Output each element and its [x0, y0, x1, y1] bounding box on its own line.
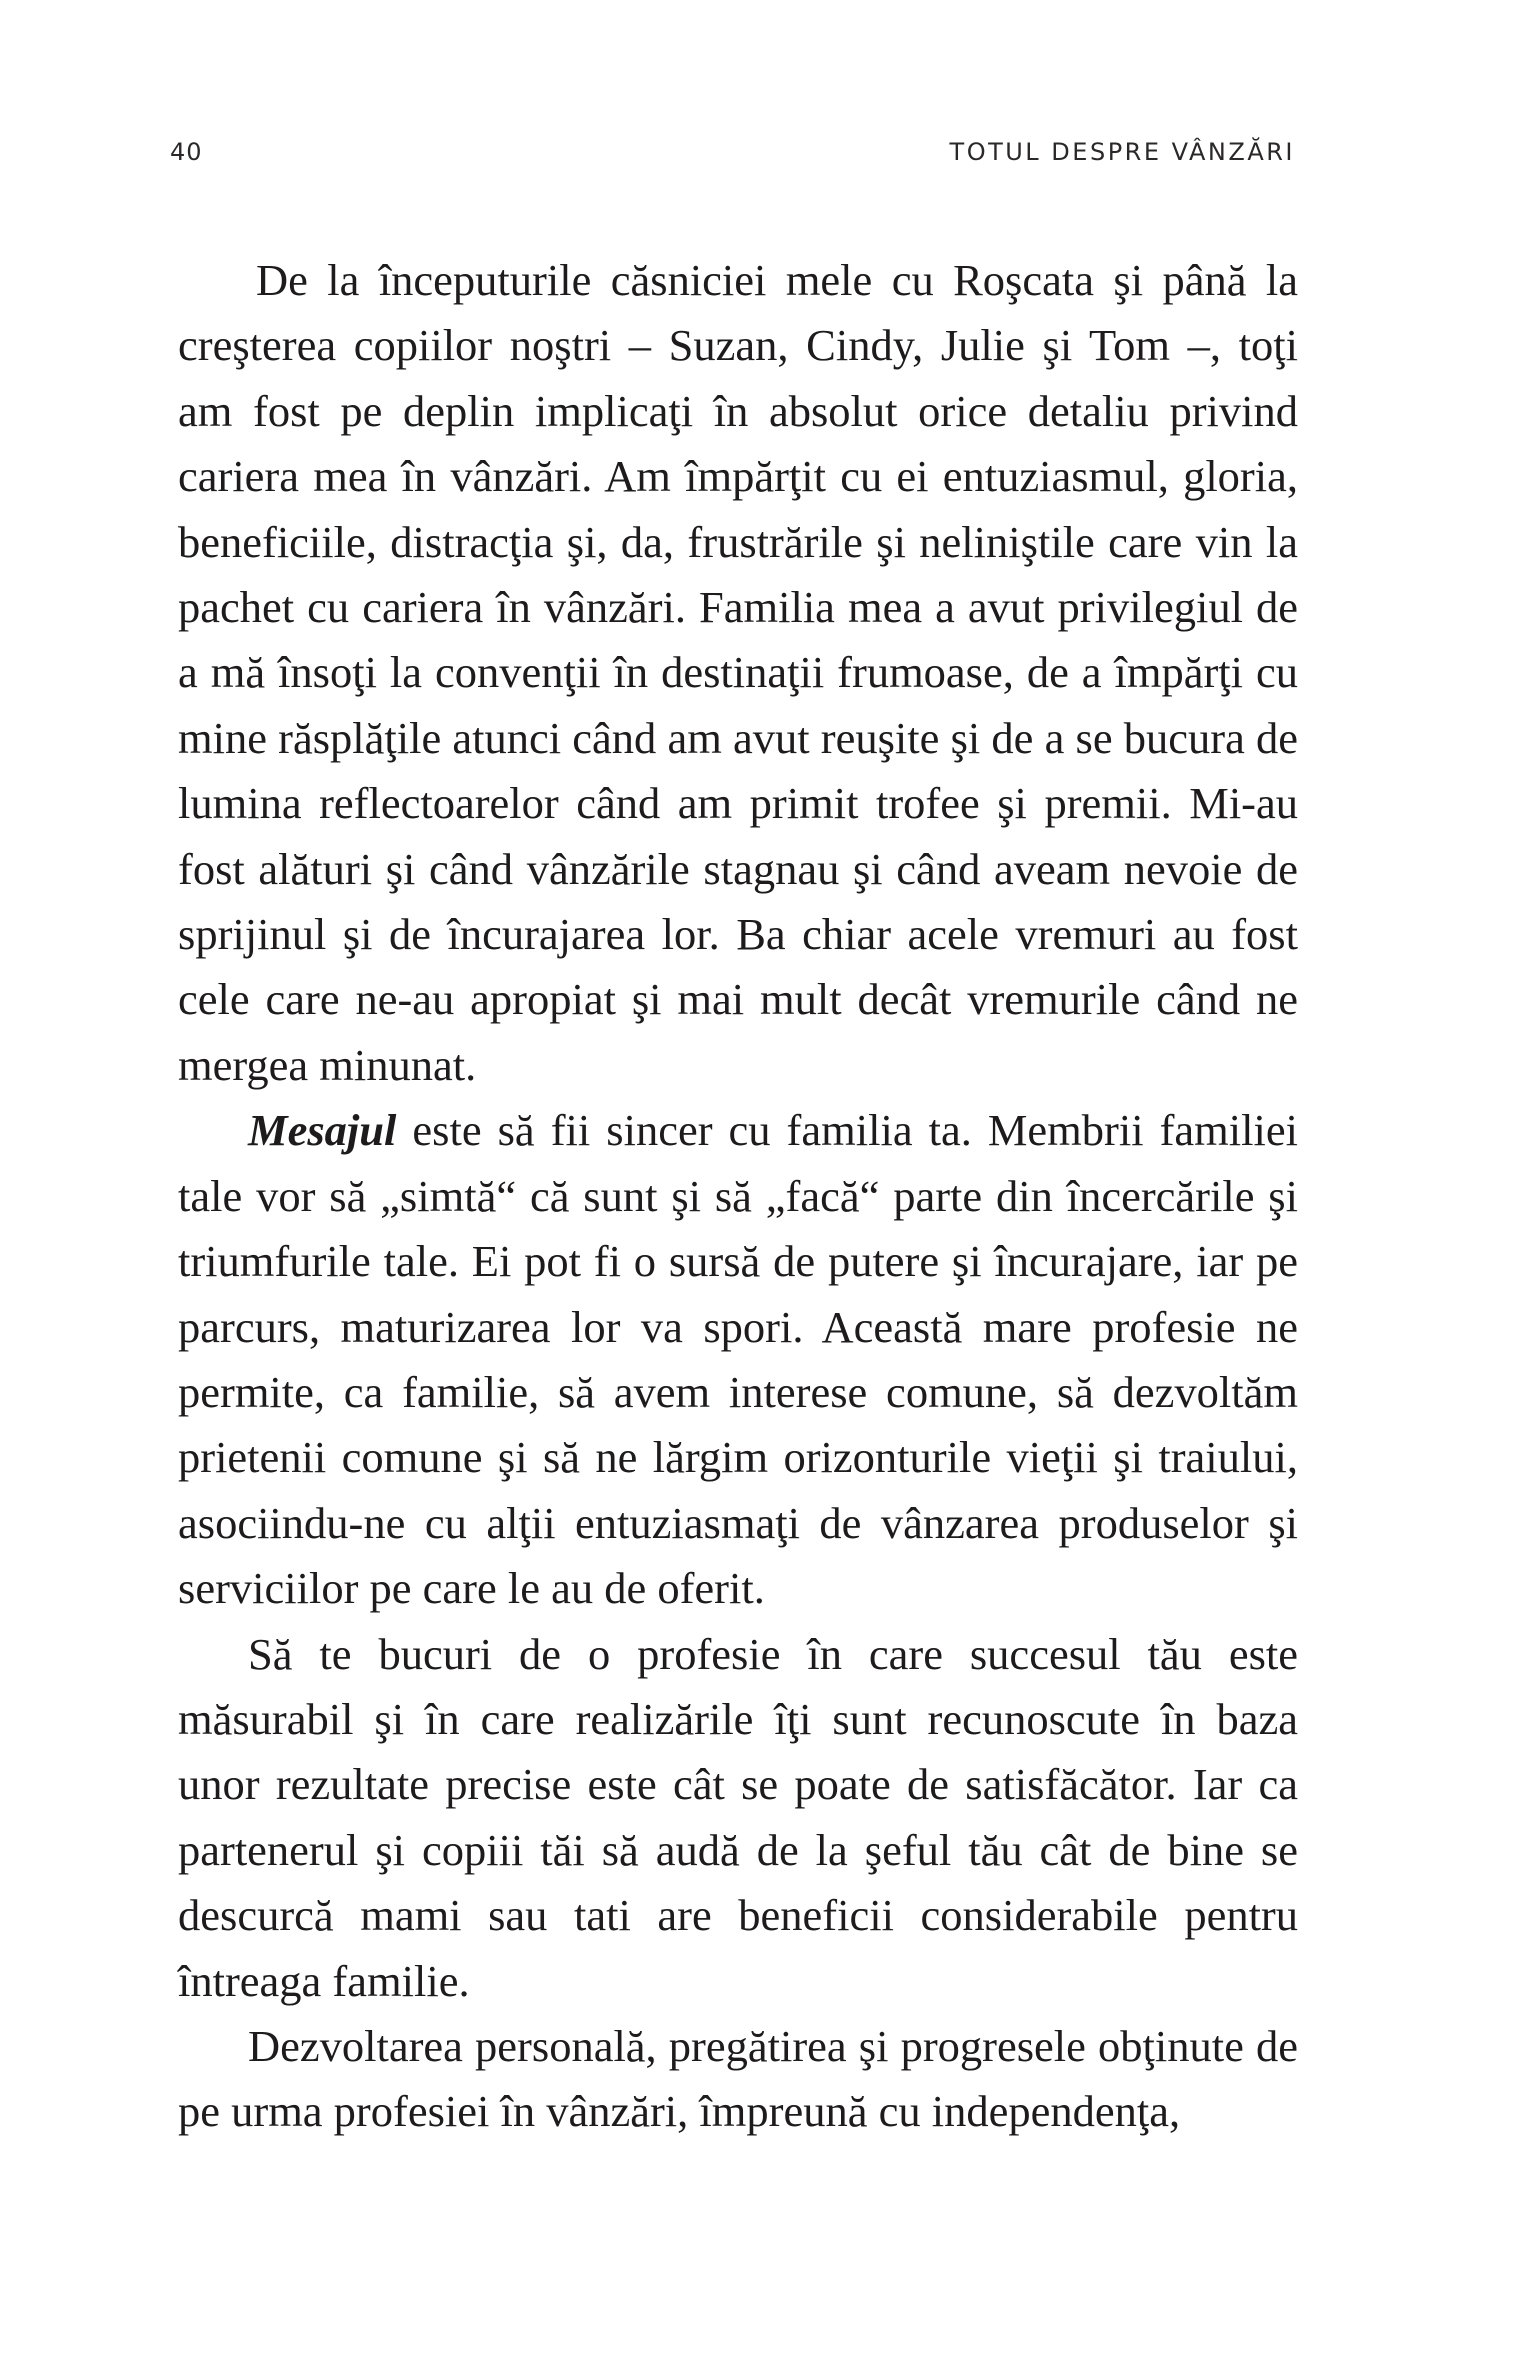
body-text — [178, 248, 1298, 2145]
emphasized-word: Mesajul — [248, 1105, 397, 1156]
paragraph-2 — [178, 1098, 1298, 1621]
paragraph-3: Să te bucuri de o profesie în care succesul tău este măsurabil şi în care realizările îţi sunt recunoscute în baza unor rezultate precise este cât se poate de satisfăcător. Iar ca partenerul şi copiii tăi să audă de la şeful tău cât de bine se descurcă mami sau tati are beneficii considerabile pentru întreaga familie. — [178, 1628, 1298, 2006]
paragraph-1: De la începuturile căsniciei mele cu Roşcata şi până la creşterea copiilor noştri – Suzan, Cindy, Julie şi Tom –, toţi am fost pe deplin implicaţi în absolut orice detaliu privind cariera mea în vânzări. Am împărţit cu ei entuziasmul, gloria, beneficiile, distracţia şi, da, frustrările şi neliniştile care vin la pachet cu cariera în vânzări. Familia mea a avut privilegiul de a mă însoţi la convenţii în destinaţii frumoase, de a împărţi cu mine răsplăţile atunci când am avut reuşite şi de a se bucura de lumina reflectoarelor când am primit trofee şi premii. Mi-au fost alături şi când vânzările stagnau şi când aveam nevoie de sprijinul şi de încurajarea lor. Ba chiar acele vremuri au fost cele care ne-au apropiat şi mai mult decât vremurile când ne mergea minunat. — [178, 255, 1298, 1090]
page-number: 40 — [170, 138, 203, 166]
running-header — [170, 138, 1295, 178]
paragraph-4: Dezvoltarea personală, pregătirea şi progresele obţinute de pe urma profesiei în vânzări, împreună cu independenţa, — [178, 2020, 1298, 2137]
paragraph-2-text: este să fii sincer cu familia ta. Membrii familiei tale vor să „simtă“ că sunt şi să „facă“ parte din încercările şi triumfurile tale. Ei pot fi o sursă de putere şi încurajare, iar pe parcurs, maturizarea lor va spori. Această mare profesie ne permite, ca familie, să avem interese comune, să dezvoltăm prietenii comune şi să ne lărgim orizonturile vieţii şi traiului, asociindu-ne cu alţii entuziasmaţi de vânzarea produselor şi serviciilor pe care le au de oferit. — [178, 1105, 1298, 1614]
book-title: TOTUL DESPRE VÂNZĂRI — [949, 138, 1295, 166]
